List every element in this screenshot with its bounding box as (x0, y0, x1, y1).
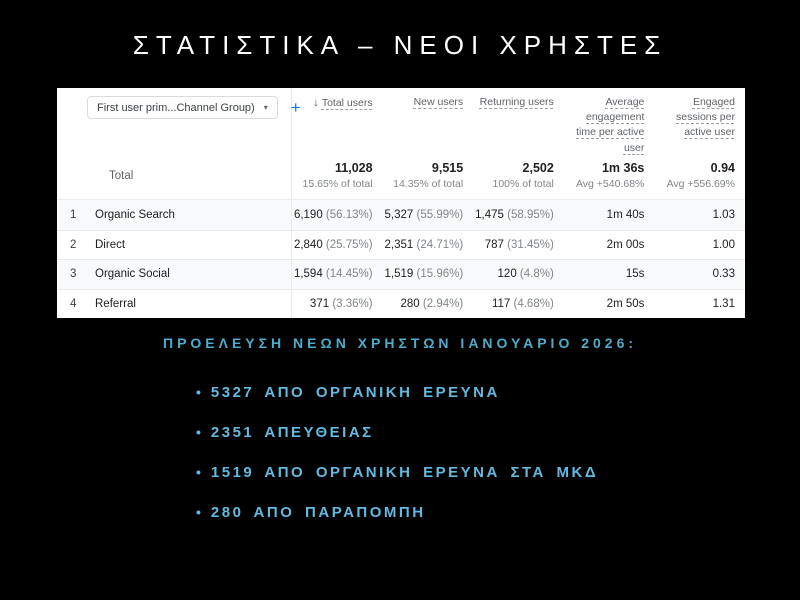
metric-value: 2,351 (384, 238, 414, 251)
total-subvalue: Avg +540.68% (575, 178, 645, 190)
cell-new-users (383, 239, 474, 251)
metric-value: 2m 00s (606, 238, 645, 251)
row-number: 2 (70, 238, 77, 251)
total-cell-returning-users (473, 161, 564, 190)
metric-value: 117 (491, 297, 511, 310)
metric-value: 1.00 (712, 238, 735, 251)
cell-avg-engagement-time (564, 209, 655, 221)
total-value: 1m 36s (601, 161, 645, 175)
dimension-selector-dropdown[interactable] (87, 96, 278, 119)
row-number: 1 (70, 208, 77, 221)
table-row (57, 230, 745, 260)
total-cell-engaged-sessions (654, 161, 745, 190)
column-header-engaged-sessions[interactable] (654, 88, 745, 156)
metric-value: 1,594 (293, 268, 323, 281)
metric-percent: (15.96%) (416, 268, 464, 281)
cell-returning-users (473, 239, 564, 251)
channel-name: Direct (95, 238, 126, 251)
add-dimension-button[interactable]: + (290, 98, 301, 117)
total-value: 2,502 (522, 161, 554, 175)
bullet-text: 1519 ΑΠΟ ΟΡΓΑΝΙΚΗ ΕΡΕΥΝΑ ΣΤΑ ΜΚΔ (210, 463, 599, 481)
slide-title: ΣΤΑΤΙΣΤΙΚΑ – ΝΕΟΙ ΧΡΗΣΤΕΣ (132, 30, 668, 60)
table-header-row (57, 88, 745, 152)
bullet-list (196, 372, 598, 532)
metric-percent: (4.8%) (519, 268, 554, 281)
cell-engaged-sessions (654, 239, 745, 251)
total-subvalue: 14.35% of total (393, 178, 464, 190)
metric-percent: (55.99%) (416, 208, 464, 221)
metric-value: 1.03 (712, 208, 735, 221)
cell-engaged-sessions (654, 209, 745, 221)
table-row (57, 289, 745, 319)
cell-avg-engagement-time (564, 268, 655, 280)
dimension-cell (57, 231, 292, 260)
column-header-label: Engaged sessions per active user (676, 96, 735, 139)
metric-value: 280 (400, 297, 420, 310)
metric-percent: (24.71%) (416, 238, 464, 251)
row-number: 3 (70, 268, 77, 281)
metric-value: 787 (484, 238, 504, 251)
cell-new-users (383, 298, 474, 310)
bullet-icon: • (196, 384, 201, 400)
dimension-selector-label: First user prim...Channel Group) (97, 101, 255, 114)
metric-value: 1,519 (384, 268, 414, 281)
bullet-item (196, 412, 598, 452)
metric-percent: (31.45%) (507, 238, 554, 251)
dropdown-caret-icon: ▾ (263, 103, 268, 112)
total-label: Total (57, 152, 292, 199)
column-header-returning-users[interactable] (473, 88, 564, 156)
column-header-label: Returning users (479, 96, 554, 108)
total-subvalue: 15.65% of total (302, 178, 373, 190)
bullet-text: 5327 ΑΠΟ ΟΡΓΑΝΙΚΗ ΕΡΕΥΝΑ (210, 383, 500, 401)
channel-name: Organic Search (95, 208, 175, 221)
column-header-avg-engagement-time[interactable] (564, 88, 655, 156)
metric-value: 6,190 (293, 208, 323, 221)
column-header-label: Average engagement time per active user (576, 96, 645, 154)
bullet-icon: • (196, 424, 201, 440)
cell-returning-users (473, 209, 564, 221)
total-cell-total-users (292, 161, 383, 190)
dimension-cell (57, 290, 292, 319)
row-number: 4 (70, 297, 77, 310)
metric-value: 1.31 (712, 297, 735, 310)
subheading: ΠΡΟΕΛΕΥΣΗ ΝΕΩΝ ΧΡΗΣΤΩΝ ΙΑΝΟΥΑΡΙΟ 2026: (162, 335, 638, 351)
column-header-label: New users (413, 96, 464, 108)
metric-percent: (58.95%) (507, 208, 554, 221)
metric-percent: (3.36%) (332, 297, 373, 310)
channel-name: Organic Social (95, 268, 170, 281)
cell-returning-users (473, 268, 564, 280)
table-row (57, 200, 745, 230)
metric-percent: (14.45%) (325, 268, 373, 281)
metric-value: 120 (497, 268, 517, 281)
channel-name: Referral (95, 297, 136, 310)
metric-value: 2,840 (293, 238, 323, 251)
total-subvalue: Avg +556.69% (666, 178, 735, 190)
total-cell-avg-engagement-time (564, 161, 655, 190)
total-cell-new-users (383, 161, 474, 190)
column-header-label: Total users (321, 97, 373, 109)
total-subvalue: 100% of total (492, 178, 554, 190)
bullet-item (196, 372, 598, 412)
metric-value: 0.33 (712, 268, 735, 281)
cell-total-users (292, 209, 383, 221)
bullet-icon: • (196, 504, 201, 520)
total-row (57, 152, 745, 200)
column-header-new-users[interactable] (383, 88, 474, 156)
metric-value: 1m 40s (606, 208, 645, 221)
cell-avg-engagement-time (564, 239, 655, 251)
metric-percent: (2.94%) (422, 297, 464, 310)
total-value: 11,028 (335, 161, 373, 175)
metric-value: 5,327 (384, 208, 414, 221)
cell-new-users (383, 268, 474, 280)
column-header-total-users[interactable] (292, 88, 383, 156)
dimension-cell (57, 200, 292, 230)
metric-percent: (4.68%) (513, 297, 554, 310)
cell-returning-users (473, 298, 564, 310)
table-body (57, 200, 745, 318)
metric-value: 1,475 (475, 208, 504, 221)
dimension-cell (57, 260, 292, 289)
metric-value: 371 (309, 297, 330, 310)
cell-new-users (383, 209, 474, 221)
table-row (57, 259, 745, 289)
cell-total-users (292, 298, 383, 310)
bullet-item (196, 452, 598, 492)
cell-avg-engagement-time (564, 298, 655, 310)
metric-value: 2m 50s (606, 297, 645, 310)
bullet-text: 280 ΑΠΟ ΠΑΡΑΠΟΜΠΗ (210, 503, 426, 521)
cell-engaged-sessions (654, 268, 745, 280)
bullet-item (196, 492, 598, 532)
sort-descending-icon: ↓ (313, 97, 319, 109)
cell-engaged-sessions (654, 298, 745, 310)
cell-total-users (292, 239, 383, 251)
total-value: 0.94 (710, 161, 735, 175)
metric-percent: (25.75%) (325, 238, 373, 251)
cell-total-users (292, 268, 383, 280)
metric-value: 15s (625, 268, 645, 281)
total-value: 9,515 (431, 161, 464, 175)
analytics-table (57, 88, 745, 318)
bullet-icon: • (196, 464, 201, 480)
bullet-text: 2351 ΑΠΕΥΘΕΙΑΣ (210, 423, 374, 441)
dimension-header-cell (57, 88, 301, 156)
metric-percent: (56.13%) (325, 208, 373, 221)
